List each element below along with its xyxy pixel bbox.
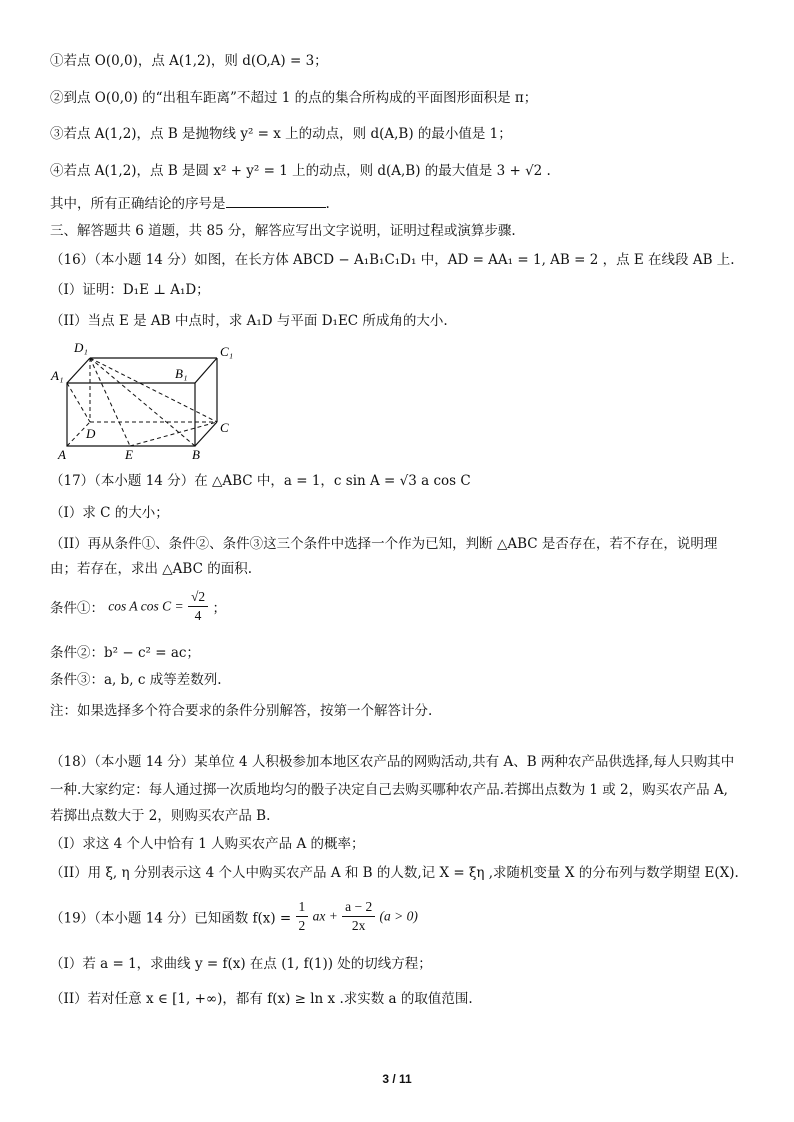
fraction-denominator: 4 [194, 608, 202, 623]
seg-a1d [67, 383, 90, 422]
seg-ec [130, 422, 217, 446]
q17-condition-1 [50, 588, 226, 625]
item-3: ③若点 A(1,2)，点 B 是抛物线 y² = x 上的动点，则 d(A,B) 的最小值是 1； [50, 126, 512, 142]
q19-stem-end: (a > 0) [379, 908, 418, 924]
q19-stem [50, 898, 418, 935]
condition-1-fraction [188, 588, 208, 625]
item-2: ②到点 O(0,0) 的“出租车距离”不超过 1 的点的集合所构成的平面图形面积是 π； [50, 90, 538, 106]
q19-part-2: （II）若对任意 x ∈ [1, +∞)，都有 f(x) ≥ ln x .求实数 a 的取值范围. [50, 991, 473, 1007]
fraction-numerator: a − 2 [342, 898, 375, 917]
fraction-denominator: 2x [351, 918, 366, 933]
q17-stem: （17）（本小题 14 分）在 △ABC 中，a = 1，c sin A = √3 a cos C [50, 473, 471, 489]
edge-b1c1 [195, 358, 217, 383]
label-c1: C₁ [220, 344, 234, 359]
q17-part-2-line-1: （II）再从条件①、条件②、条件③这三个条件中选择一个作为已知，判断 △ABC 是否存在，若不存在，说明理 [50, 536, 718, 552]
item-1: ①若点 O(0,0)，点 A(1,2)，则 d(O,A) = 3； [50, 53, 328, 69]
label-e: E [125, 447, 133, 462]
q17-note: 注：如果选择多个符合要求的条件分别解答，按第一个解答计分. [50, 703, 433, 719]
fraction-numerator: 1 [296, 898, 309, 917]
seg-d1e [90, 358, 130, 446]
label-b1: B₁ [175, 366, 188, 381]
answer-blank [226, 195, 326, 208]
cuboid-figure [50, 338, 250, 463]
answer-prompt-end: . [325, 196, 330, 212]
q18-part-1: （I）求这 4 个人中恰有 1 人购买农产品 A 的概率； [50, 836, 365, 852]
item-4: ④若点 A(1,2)，点 B 是圆 x² + y² = 1 上的动点，则 d(A,B) 的最大值是 3 + √2 . [50, 163, 551, 179]
label-b: B [192, 447, 200, 462]
fraction-denominator: 2 [298, 918, 306, 933]
q18-stem-line-1: （18）（本小题 14 分）某单位 4 人积极参加本地区农产品的网购活动,共有 A、B 两种农产品供选择,每人只购其中 [50, 754, 735, 770]
fraction-a-minus-2 [342, 898, 375, 935]
edge-a1d1 [67, 358, 90, 383]
q18-stem-line-2: 一种.大家约定：每人通过掷一次质地均匀的骰子决定自己去购买哪种农产品.若掷出点数为 1 或 2，购买农产品 A, [50, 782, 728, 798]
answer-prompt-text: 其中，所有正确结论的序号是 [50, 196, 226, 212]
q17-part-1: （I）求 C 的大小； [50, 505, 169, 521]
answer-prompt [50, 195, 330, 213]
fraction-one-half [296, 898, 309, 935]
q18-part-2: （II）用 ξ, η 分别表示这 4 个人中购买农产品 A 和 B 的人数,记 X = ξη ,求随机变量 X 的分布列与数学期望 E(X). [50, 865, 739, 881]
q17-condition-3: 条件③：a, b, c 成等差数列. [50, 672, 222, 688]
q17-part-2-line-2: 由；若存在，求出 △ABC 的面积. [50, 561, 253, 577]
q18-stem-line-3: 若掷出点数大于 2，则购买农产品 B. [50, 808, 271, 824]
label-c: C [220, 420, 229, 435]
q19-part-1: （I）若 a = 1，求曲线 y = f(x) 在点 (1, f(1)) 处的切线方程； [50, 956, 432, 972]
fraction-numerator: √2 [188, 588, 208, 607]
label-a: A [58, 447, 66, 462]
condition-1-expr: cos A cos C = [108, 598, 184, 614]
condition-1-label: 条件①： [50, 600, 104, 617]
q16-stem: （16）（本小题 14 分）如图，在长方体 ABCD − A₁B₁C₁D₁ 中，AD = AA₁ = 1, AB = 2 ，点 E 在线段 AB 上. [50, 252, 735, 268]
label-d: D [86, 426, 96, 441]
q17-condition-2: 条件②：b² − c² = ac； [50, 645, 200, 661]
q16-part-1: （I）证明：D₁E ⊥ A₁D； [50, 282, 210, 298]
q19-stem-start: （19）（本小题 14 分）已知函数 f(x) = [50, 910, 292, 927]
condition-1-end: ； [212, 600, 226, 617]
q19-stem-mid: ax + [312, 908, 338, 924]
label-d1: D₁ [74, 340, 88, 355]
label-a1: A₁ [51, 368, 64, 383]
edge-bc [195, 422, 217, 446]
page-number: 3 / 11 [382, 1072, 412, 1086]
seg-d1c [90, 358, 217, 422]
section-3-heading: 三、解答题共 6 道题，共 85 分，解答应写出文字说明，证明过程或演算步骤. [50, 223, 516, 239]
q16-part-2: （II）当点 E 是 AB 中点时，求 A₁D 与平面 D₁EC 所成角的大小. [50, 313, 448, 329]
